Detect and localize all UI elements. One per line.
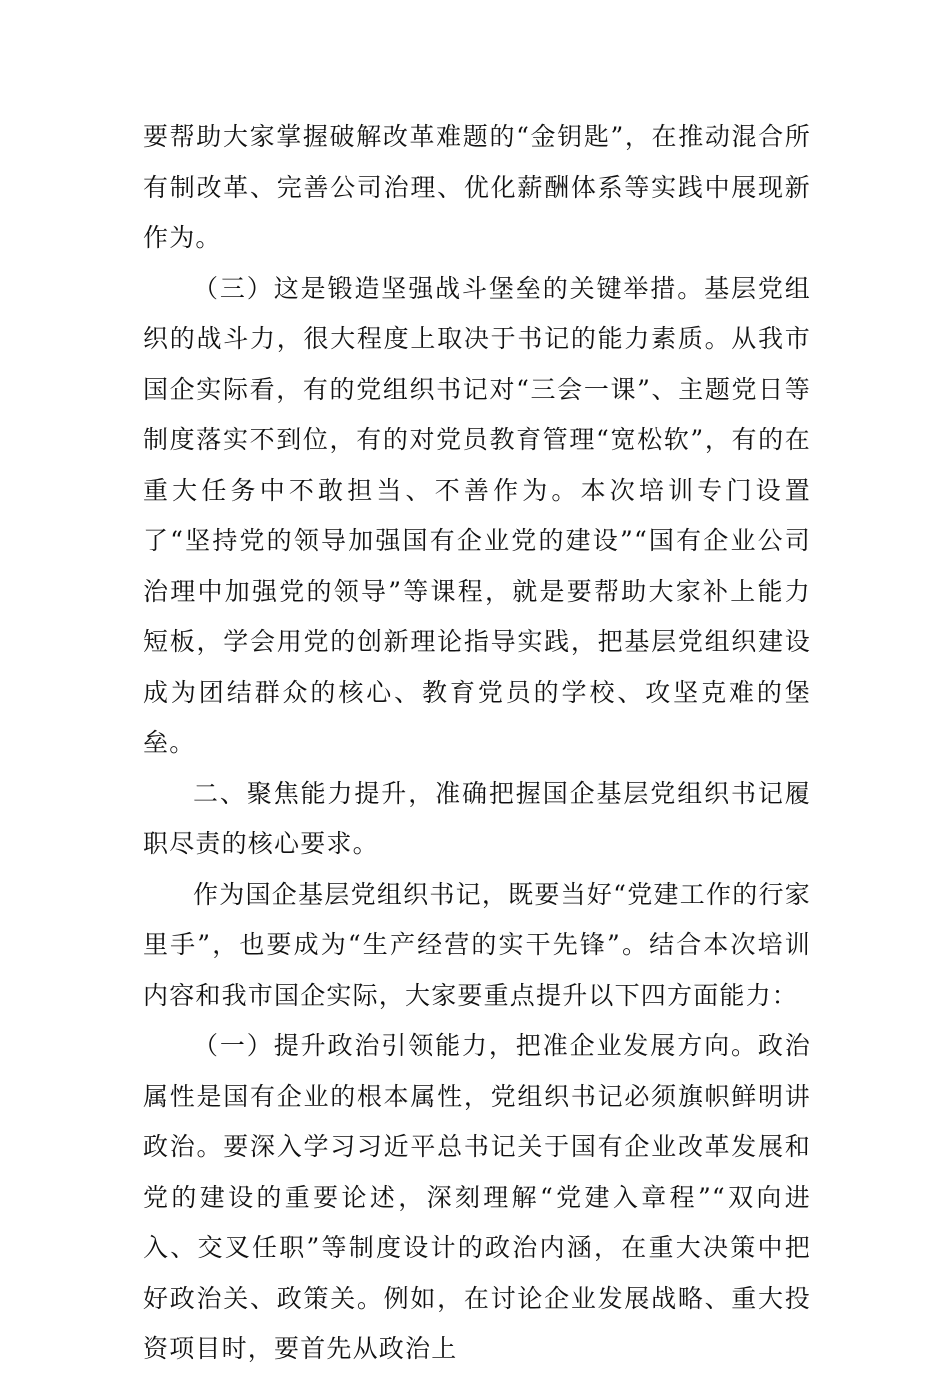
paragraph-point-one: （一）提升政治引领能力，把准企业发展方向。政治属性是国有企业的根本属性，党组织书记必须旗帜鲜明讲政治。要深入学习习近平总书记关于国有企业改革发展和党的建设的重要论述，深刻理解“党建入章程”“双向进入、交叉任职”等制度设计的政治内涵，在重大决策中把好政治关、政策关。例如，在讨论企业发展战略、重大投资项目时，要首先从政治上 — [143, 1031, 811, 1363]
paragraph-intro: 作为国企基层党组织书记，既要当好“党建工作的行家里手”，也要成为“生产经营的实干先锋”。结合本次培训内容和我市国企实际，大家要重点提升以下四方面能力： — [143, 879, 811, 1010]
paragraph-heading-two: 二、聚焦能力提升，准确把握国企基层党组织书记履职尽责的核心要求。 — [143, 778, 811, 858]
paragraph-section-three: （三）这是锻造坚强战斗堡垒的关键举措。基层党组织的战斗力，很大程度上取决于书记的能力素质。从我市国企实际看，有的党组织书记对“三会一课”、主题党日等制度落实不到位，有的对党员教育管理“宽松软”，有的在重大任务中不敢担当、不善作为。本次培训专门设置了“坚持党的领导加强国有企业党的建设”“国有企业公司治理中加强党的领导”等课程，就是要帮助大家补上能力短板，学会用党的创新理论指导实践，把基层党组织建设成为团结群众的核心、教育党员的学校、攻坚克难的堡垒。 — [143, 273, 811, 757]
document-body — [143, 112, 811, 1375]
paragraph-continuation: 要帮助大家掌握破解改革难题的“金钥匙”，在推动混合所有制改革、完善公司治理、优化薪酬体系等实践中展现新作为。 — [143, 122, 811, 252]
